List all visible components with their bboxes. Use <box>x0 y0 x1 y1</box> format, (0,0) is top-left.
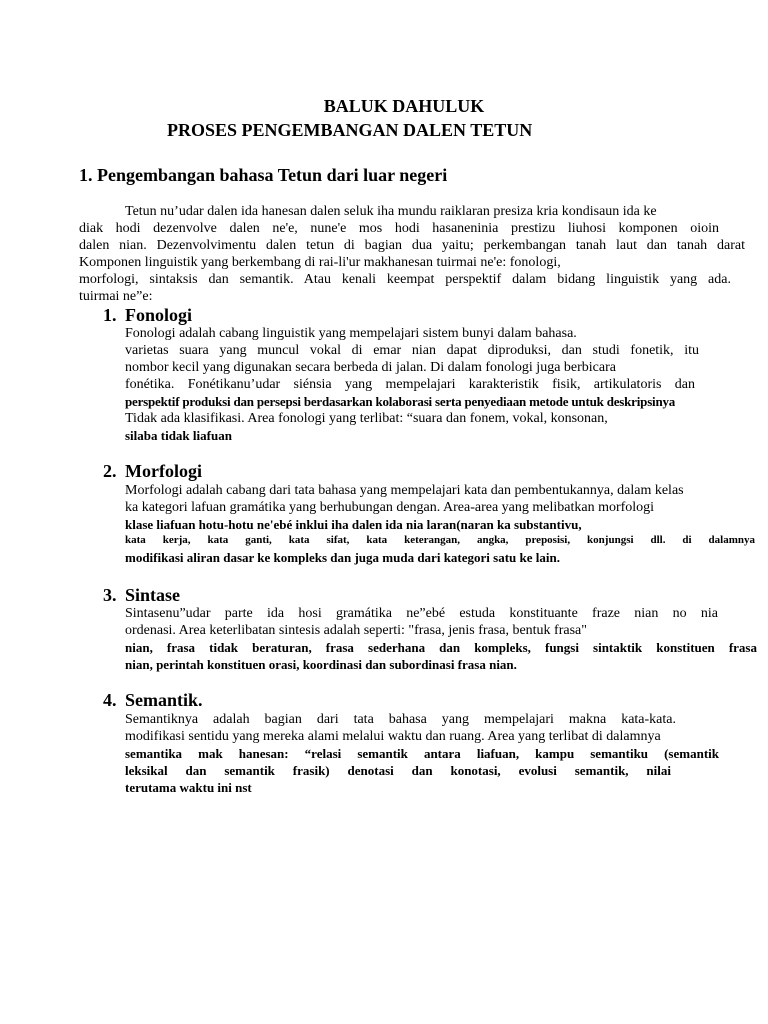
intro-line: Komponen linguistik yang berkembang di rai-li'ur makhanesan tuirmai ne'e: fonologi, <box>79 255 561 270</box>
paragraph-line: modifikasi aliran dasar ke kompleks dan juga muda dari kategori satu ke lain. <box>125 550 560 565</box>
paragraph-line: nian, perintah konstituen orasi, koordinasi dan subordinasi frasa nian. <box>125 657 517 672</box>
subsection-title-text: Sintase <box>125 585 181 605</box>
intro-line: tuirmai ne”e: <box>79 289 153 304</box>
paragraph-line: nian, frasa tidak beraturan, frasa sederhana dan kompleks, fungsi sintaktik konstituen frasa <box>125 640 757 655</box>
paragraph-line: terutama waktu ini nst <box>125 780 252 795</box>
paragraph-line: nombor kecil yang digunakan secara berbeda di jalan. Di dalam fonologi juga berbicara <box>125 360 616 375</box>
document-title-line1: BALUK DAHULUK <box>323 96 485 116</box>
subsection-title-text: Semantik. <box>125 690 203 710</box>
subsection-title-text: Fonologi <box>125 305 193 325</box>
subsection-title-fonologi <box>103 304 192 326</box>
subsection-title-text: Morfologi <box>125 461 202 481</box>
subsection-number: 2. <box>103 461 117 481</box>
paragraph-line: leksikal dan semantik frasik) denotasi dan konotasi, evolusi semantik, nilai <box>125 763 671 778</box>
document-title-line2: PROSES PENGEMBANGAN DALEN TETUN <box>167 120 533 140</box>
paragraph-line: Morfologi adalah cabang dari tata bahasa yang mempelajari kata dan pembentukannya, dalam kelas <box>125 483 684 498</box>
intro-line: morfologi, sintaksis dan semantik. Atau kenali keempat perspektif dalam bidang linguistik yang ada. <box>79 272 731 287</box>
intro-line: Tetun nu’udar dalen ida hanesan dalen seluk iha mundu raiklaran presiza kria kondisaun ida ke <box>125 204 657 219</box>
paragraph-line: semantika mak hanesan: “relasi semantik antara liafuan, kampu semantiku (semantik <box>125 746 719 761</box>
paragraph-line: silaba tidak liafuan <box>125 428 232 443</box>
intro-line: dalen nian. Dezenvolvimentu dalen tetun di bagian dua yaitu; perkembangan tanah laut dan tanah darat <box>79 238 745 253</box>
paragraph-line: varietas suara yang muncul vokal di emar nian dapat diproduksi, dan studi fonetik, itu <box>125 343 699 358</box>
paragraph-line: Sintasenu”udar parte ida hosi gramátika ne”ebé estuda konstituante fraze nian no nia <box>125 606 718 621</box>
paragraph-line: perspektif produksi dan persepsi berdasarkan kolaborasi serta penyediaan metode untuk deskripsinya <box>125 394 676 409</box>
paragraph-line: klase liafuan hotu-hotu ne'ebé inklui iha dalen ida nia laran(naran ka substantivu, <box>125 517 582 532</box>
subsection-number: 1. <box>103 305 117 325</box>
paragraph-line: Fonologi adalah cabang linguistik yang mempelajari sistem bunyi dalam bahasa. <box>125 326 577 341</box>
subsection-title-sintase <box>103 584 180 606</box>
paragraph-line: modifikasi sentidu yang mereka alami melalui waktu dan ruang. Area yang terlibat di dalamnya <box>125 729 661 744</box>
section-heading: 1. Pengembangan bahasa Tetun dari luar negeri <box>79 165 448 185</box>
subsection-number: 3. <box>103 585 117 605</box>
paragraph-line: fonétika. Fonétikanu’udar siénsia yang mempelajari karakteristik fisik, artikulatoris dan <box>125 377 695 392</box>
subsection-title-semantik <box>103 689 203 711</box>
subsection-title-morfologi <box>103 460 202 482</box>
paragraph-line: ka kategori lafuan gramátika yang berhubungan dengan. Area-area yang melibatkan morfologi <box>125 500 655 515</box>
paragraph-line: kata kerja, kata ganti, kata sifat, kata keterangan, angka, preposisi, konjungsi dll. di dalamnya <box>125 534 755 546</box>
intro-line: diak hodi dezenvolve dalen ne'e, nune'e mos hodi hasaneninia prestizu liuhosi komponen oioin <box>79 221 719 236</box>
paragraph-line: Tidak ada klasifikasi. Area fonologi yang terlibat: “suara dan fonem, vokal, konsonan, <box>125 411 608 426</box>
subsection-number: 4. <box>103 690 117 710</box>
paragraph-line: Semantiknya adalah bagian dari tata bahasa yang mempelajari makna kata-kata. <box>125 712 676 727</box>
paragraph-line: ordenasi. Area keterlibatan sintesis adalah seperti: "frasa, jenis frasa, bentuk frasa" <box>125 623 587 638</box>
